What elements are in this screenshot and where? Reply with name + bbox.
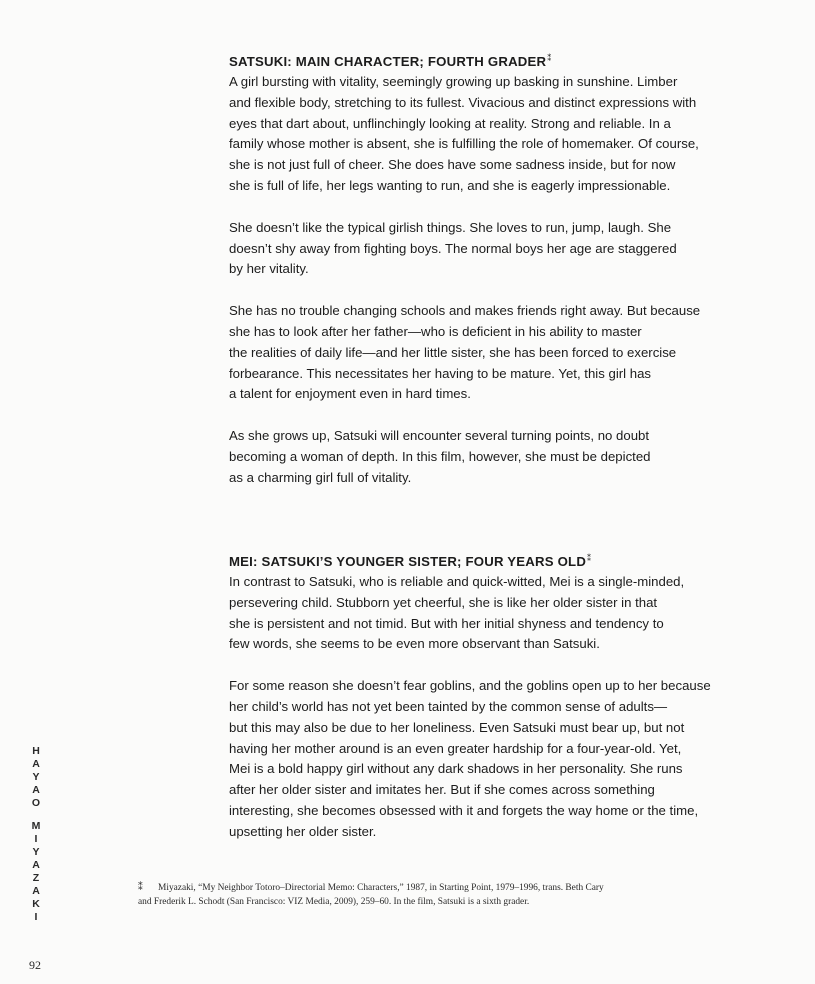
body-line: Mei is a bold happy girl without any dark shadows in her personality. She runs [229, 761, 683, 777]
body-line: few words, she seems to be even more observant than Satsuki. [229, 636, 600, 652]
body-line: upsetting her older sister. [229, 823, 377, 839]
body-line: a talent for enjoyment even in hard times. [229, 386, 471, 402]
body-line: persevering child. Stubborn yet cheerful, she is like her older sister in that [229, 594, 658, 610]
body-line: having her mother around is an even greater hardship for a four-year-old. Yet, [229, 740, 682, 756]
footnote-mark: ⁑ [138, 883, 143, 893]
mei-section [229, 548, 754, 843]
body-line: and flexible body, stretching to its fullest. Vivacious and distinct expressions with [229, 94, 697, 110]
body-line: For some reason she doesn’t fear goblins, and the goblins open up to her because [229, 678, 711, 694]
body-line: doesn’t shy away from fighting boys. The normal boys her age are staggered [229, 240, 677, 256]
body-line: In contrast to Satsuki, who is reliable and quick-witted, Mei is a single-minded, [229, 574, 685, 589]
satsuki-section [229, 48, 754, 489]
footnote-text-line: Miyazaki, “My Neighbor Totoro–Directorial Memo: Characters,” 1987, in Starting Point, 1979–1996, trans. Beth Cary [158, 883, 604, 893]
body-line: A girl bursting with vitality, seemingly growing up basking in sunshine. Limber [229, 74, 678, 89]
satsuki-heading: SATSUKI: MAIN CHARACTER; FOURTH GRADER⁑ [229, 54, 552, 69]
footnote [138, 881, 698, 909]
body-line: She doesn’t like the typical girlish things. She loves to run, jump, laugh. She [229, 219, 672, 235]
body-line: she is not just full of cheer. She does have some sadness inside, but for now [229, 157, 676, 173]
body-line: after her older sister and imitates her. But if she comes across something [229, 782, 655, 798]
body-line: she is persistent and not timid. But with her initial shyness and tendency to [229, 615, 664, 631]
body-line: she is full of life, her legs wanting to run, and she is eagerly impressionable. [229, 177, 671, 193]
footnote-reference-mark: ⁑ [587, 554, 592, 563]
body-line: interesting, she becomes obsessed with it and forgets the way home or the time, [229, 802, 699, 818]
page-number: 92 [29, 958, 41, 972]
body-line: as a charming girl full of vitality. [229, 469, 412, 485]
body-line: eyes that dart about, unflinchingly looking at reality. Strong and reliable. In a [229, 115, 671, 131]
body-line: but this may also be due to her loneliness. Even Satsuki must bear up, but not [229, 719, 685, 735]
body-line: She has no trouble changing schools and makes friends right away. But because [229, 303, 701, 319]
body-line: by her vitality. [229, 261, 309, 277]
body-line: As she grows up, Satsuki will encounter several turning points, no doubt [229, 428, 650, 444]
body-line: becoming a woman of depth. In this film, however, she must be depicted [229, 448, 651, 464]
body-line: family whose mother is absent, she is fulfilling the role of homemaker. Of course, [229, 136, 699, 152]
running-head-author: H A Y A O M I Y A Z A K I [31, 745, 41, 923]
footnote-text-line: and Frederik L. Schodt (San Francisco: VIZ Media, 2009), 259–60. In the film, Satsuki is a sixth grader. [138, 897, 530, 907]
body-line: she has to look after her father—who is deficient in his ability to master [229, 323, 642, 339]
body-line: the realities of daily life—and her little sister, she has been forced to exercise [229, 344, 677, 360]
mei-heading: MEI: SATSUKI’S YOUNGER SISTER; FOUR YEARS OLD⁑ [229, 554, 592, 569]
footnote-reference-mark: ⁑ [547, 54, 552, 63]
body-line: forbearance. This necessitates her having to be mature. Yet, this girl has [229, 365, 651, 381]
body-line: her child’s world has not yet been tainted by the common sense of adults— [229, 698, 668, 714]
